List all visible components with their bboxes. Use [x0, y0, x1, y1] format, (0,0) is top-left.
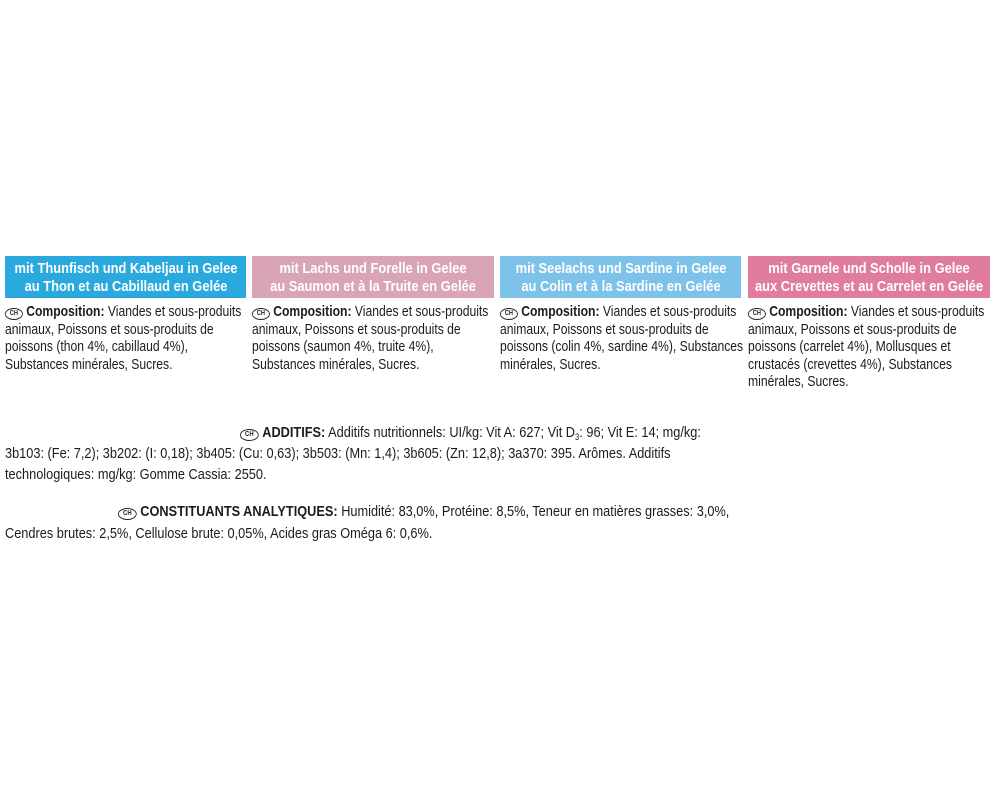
- composition-line: poissons (carrelet 4%), Mollusques et: [748, 338, 951, 355]
- variety-column-salmon-trout: [252, 256, 494, 373]
- additives-label: ADDITIFS:: [262, 424, 326, 441]
- ch-country-badge: CH: [500, 308, 518, 320]
- variety-header: [500, 256, 741, 298]
- variety-column-pollock-sardine: [500, 256, 744, 373]
- variety-title-fr: au Thon et au Cabillaud en Gelée: [24, 278, 227, 295]
- composition-line: Viandes et sous-produits: [602, 303, 737, 320]
- analytical-constituents-paragraph: [5, 501, 995, 545]
- composition-line: poissons (thon 4%, cabillaud 4%),: [5, 338, 189, 355]
- composition-line: animaux, Poissons et sous-produits de: [748, 320, 957, 338]
- composition-text: [252, 303, 494, 373]
- composition-line: minérales, Sucres.: [500, 355, 601, 373]
- additives-line: technologiques: mg/kg: Gomme Cassia: 2550.: [5, 466, 267, 483]
- variety-header: [5, 256, 246, 298]
- ch-country-badge: CH: [252, 308, 270, 320]
- additives-paragraph: [5, 422, 995, 485]
- composition-line: Viandes et sous-produits: [850, 303, 985, 320]
- composition-label: Composition:: [26, 303, 105, 320]
- composition-line: Substances minérales, Sucres.: [252, 355, 420, 373]
- composition-text: [500, 303, 744, 373]
- composition-text: [5, 303, 246, 373]
- variety-title-de: mit Garnele und Scholle in Gelee: [768, 260, 970, 277]
- composition-line: crustacés (crevettes 4%), Substances: [748, 355, 952, 373]
- variety-title-de: mit Thunfisch und Kabeljau in Gelee: [14, 260, 237, 277]
- composition-line: animaux, Poissons et sous-produits de: [252, 320, 461, 338]
- additives-line: 3b103: (Fe: 7,2); 3b202: (I: 0,18); 3b405: (Cu: 0,63); 3b503: (Mn: 1,4); 3b605: (Zn: 12,8); 3a370: 395. Arômes. Additifs: [5, 445, 671, 462]
- ch-country-badge: CH: [240, 429, 259, 441]
- additives-line: Additifs nutritionnels: UI/kg: Vit A: 627; Vit $D_3$: 96; Vit E: 14; mg/kg:: [328, 424, 701, 442]
- composition-line: Substances minérales, Sucres.: [5, 355, 173, 373]
- composition-line: animaux, Poissons et sous-produits de: [500, 320, 709, 338]
- composition-label: Composition:: [273, 303, 352, 320]
- variety-column-shrimp-plaice: [748, 256, 990, 391]
- variety-header: [252, 256, 494, 298]
- ch-country-badge: CH: [5, 308, 23, 320]
- vitamin-d-subscript: 3: [575, 432, 580, 442]
- composition-line: Viandes et sous-produits: [354, 303, 489, 320]
- variety-title-de: mit Lachs und Forelle in Gelee: [279, 260, 467, 277]
- ch-country-badge: CH: [118, 508, 137, 520]
- constituents-label: CONSTITUANTS ANALYTIQUES:: [140, 503, 338, 520]
- variety-title-fr: au Saumon et à la Truite en Gelée: [270, 278, 476, 295]
- variety-header: [748, 256, 990, 298]
- constituents-line: Cendres brutes: 2,5%, Cellulose brute: 0,05%, Acides gras Oméga 6: 0,6%.: [5, 525, 433, 542]
- variety-title-fr: aux Crevettes et au Carrelet en Gelée: [754, 278, 984, 295]
- composition-label: Composition:: [769, 303, 848, 320]
- composition-line: minérales, Sucres.: [748, 373, 849, 390]
- constituents-line: Humidité: 83,0%, Protéine: 8,5%, Teneur en matières grasses: 3,0%,: [341, 503, 730, 520]
- variety-title-fr: au Colin et à la Sardine en Gelée: [520, 278, 721, 295]
- composition-line: Viandes et sous-produits: [107, 303, 242, 320]
- composition-label: Composition:: [521, 303, 600, 320]
- composition-line: animaux, Poissons et sous-produits de: [5, 320, 214, 338]
- variety-column-tuna-cod: [5, 256, 246, 373]
- variety-title-de: mit Seelachs und Sardine in Gelee: [515, 260, 726, 277]
- composition-line: poissons (colin 4%, sardine 4%), Substances: [500, 338, 744, 355]
- composition-text: [748, 303, 990, 391]
- ch-country-badge: CH: [748, 308, 766, 320]
- composition-line: poissons (saumon 4%, truite 4%),: [252, 338, 434, 355]
